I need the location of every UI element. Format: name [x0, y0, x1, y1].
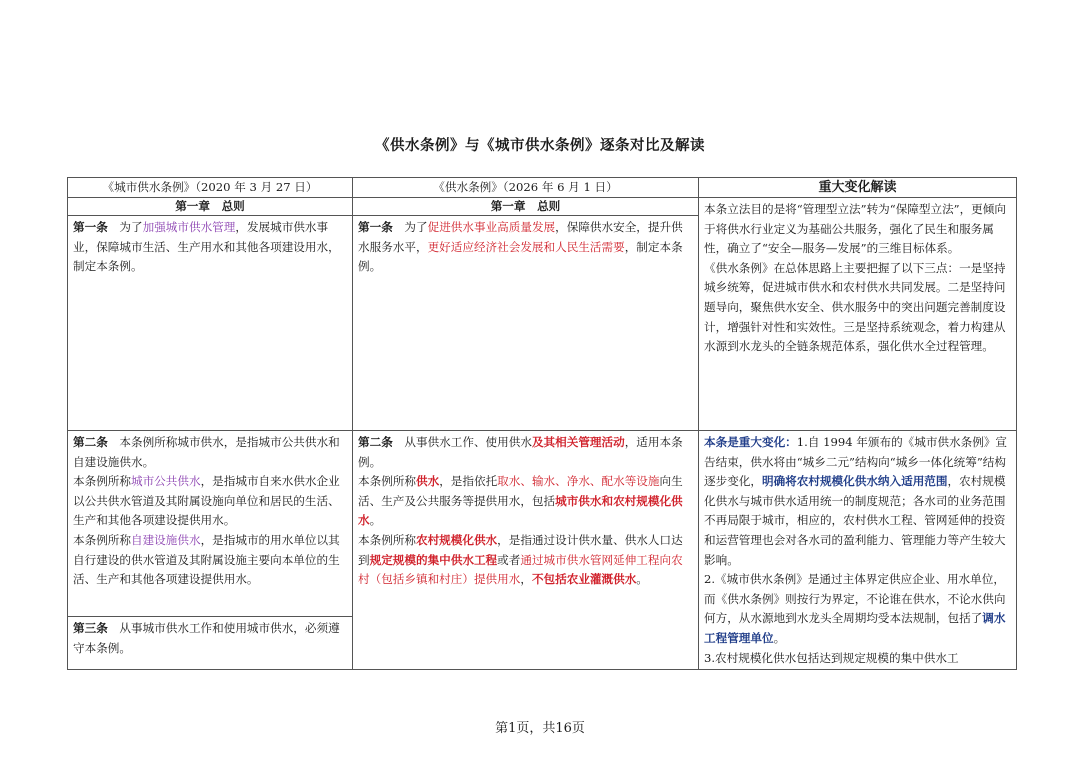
- article-text: 。: [636, 572, 648, 587]
- article-text: 为了: [107, 220, 143, 234]
- note-text: 。: [773, 630, 786, 645]
- article-label: 第三条: [73, 621, 108, 636]
- article-text: ，制定本条例。: [358, 239, 683, 274]
- article-text: 从事城市供水工作和使用城市供水，必须遵守本条例。: [73, 621, 340, 655]
- highlight-text: 及其相关管理活动: [531, 435, 625, 449]
- article-text: 或者: [497, 552, 521, 567]
- interpretation-article2: [699, 431, 1017, 670]
- note-text: 2.《城市供水条例》是通过主体界定供应企业、用水单位，而《供水条例》则按行为界定，不论谁在供水，不论水供向何方，从水源地到水龙头全周期均受本法规制，包括了: [704, 572, 1006, 626]
- article-text: ，是指城市自来水供水企业以公共供水管道及其附属设施向单位和居民的生活、生产和其他各项建设提供用水。: [73, 474, 340, 528]
- article-text: 。: [369, 513, 382, 528]
- table-header-row: [68, 178, 1017, 198]
- article-text: 本条例所称: [358, 474, 416, 489]
- highlight-text: 加强城市供水管理: [142, 220, 236, 234]
- article-text: ，是指城市的用水单位以其自行建设的供水管道及其附属设施主要向本单位的生活、生产和其他各项建设提供用水。: [73, 532, 340, 587]
- highlight-text: 规定规模的集中供水工程: [369, 552, 498, 567]
- highlight-text: 自建设施供水: [130, 532, 201, 547]
- article-text: 本条例所称城市供水，是指城市公共供水和自建设施供水。: [73, 435, 340, 469]
- article-text: 从事供水工作、使用供水: [392, 435, 532, 449]
- article-text: 本条例所称: [73, 474, 131, 489]
- note-text: ，农村规模化供水与城市供水适用统一的制度规范；各水司的业务范围不再局限于城市，相应的，农村供水工程、管网延伸的投资和运营管理也会对各水司的盈利能力、管理能力等产生较大影响。: [704, 474, 1006, 567]
- article2-row: [68, 431, 1017, 617]
- highlight-text: 不包括农业灌溉供水: [531, 572, 637, 587]
- chapter-row: [68, 198, 1017, 216]
- document-title: 《供水条例》与《城市供水条例》逐条对比及解读: [375, 137, 705, 154]
- highlight-text: 供水: [415, 474, 440, 489]
- comparison-table: [67, 177, 1017, 670]
- interpretation-article1: [699, 198, 1017, 431]
- new-article2: [353, 431, 699, 670]
- highlight-text: 明确将农村规模化供水纳入适用范围: [761, 474, 948, 489]
- highlight-text: 本条是重大变化：: [704, 435, 797, 449]
- highlight-text: 取水、输水、净水、配水等设施: [497, 474, 660, 489]
- note-text: 1.自 1994 年颁布的《城市供水条例》宣告结束，供水将由“城乡二元”结构向“城乡一体化统筹”结构逐步变化，: [704, 435, 1008, 489]
- article-text: 为了: [392, 220, 428, 234]
- article-text: 本条例所称: [358, 532, 416, 547]
- article-text: ，适用本条例。: [358, 435, 683, 469]
- article-label: 第一条: [358, 220, 393, 234]
- old-article3: [68, 617, 353, 670]
- article-text: 本条例所称: [73, 532, 131, 547]
- header-new-regulation: 《供水条例》（2026 年 6 月 1 日）: [353, 178, 699, 198]
- page-footer: 第1页，共16页: [495, 721, 585, 736]
- article-text: ，: [520, 572, 532, 587]
- highlight-text: 农村规模化供水: [415, 532, 498, 547]
- note-text: 3.农村规模化供水包括达到规定规模的集中供水工: [704, 650, 959, 665]
- highlight-text: 调水工程管理单位: [704, 611, 1006, 645]
- highlight-text: 更好适应经济社会发展和人民生活需要: [427, 239, 625, 254]
- article-text: 向生活、生产及公共服务等提供用水，包括: [358, 474, 683, 508]
- note1-paragraph2: 《供水条例》在总体思路上主要把握了以下三点：一是坚持城乡统筹，促进城市供水和农村供水共同发展。二是坚持问题导向，聚焦供水安全、供水服务中的突出问题完善制度设计，增强针对性和实效性。三是坚持系统观念，着力构建从水源到水龙头的全链条规范体系，强化供水全过程管理。: [704, 260, 1006, 354]
- highlight-text: 通过城市供水管网延伸工程向农村（包括乡镇和村庄）提供用水: [358, 552, 683, 587]
- article-text: ，是指通过设计供水量、供水人口达到: [358, 532, 683, 567]
- highlight-text: 城市供水和农村规模化供水: [358, 493, 683, 528]
- new-article1: [353, 216, 699, 431]
- old-article2: [68, 431, 353, 617]
- highlight-text: 促进供水事业高质量发展: [427, 220, 556, 234]
- chapter-old: 第一章 总则: [68, 198, 353, 216]
- article-label: 第一条: [73, 220, 108, 234]
- header-interpretation: 重大变化解读: [699, 178, 1017, 198]
- chapter-new: 第一章 总则: [353, 198, 699, 216]
- article-label: 第二条: [358, 435, 393, 449]
- highlight-text: 城市公共供水: [130, 474, 201, 489]
- header-old-regulation: 《城市供水条例》（2020 年 3 月 27 日）: [68, 178, 353, 198]
- article-label: 第二条: [73, 435, 108, 449]
- article-text: ，保障供水安全，提升供水服务水平，: [358, 220, 683, 254]
- article-text: ，是指依托: [439, 474, 498, 489]
- article-text: ，发展城市供水事业，保障城市生活、生产用水和其他各项建设用水，制定本条例。: [73, 220, 340, 274]
- note1-paragraph1: 本条立法目的是将“管理型立法”转为“保障型立法”，更倾向于将供水行业定义为基础公共服务，强化了民生和服务属性，确立了“安全—服务—发展”的三维目标体系。: [704, 202, 1006, 256]
- old-article1: [68, 216, 353, 431]
